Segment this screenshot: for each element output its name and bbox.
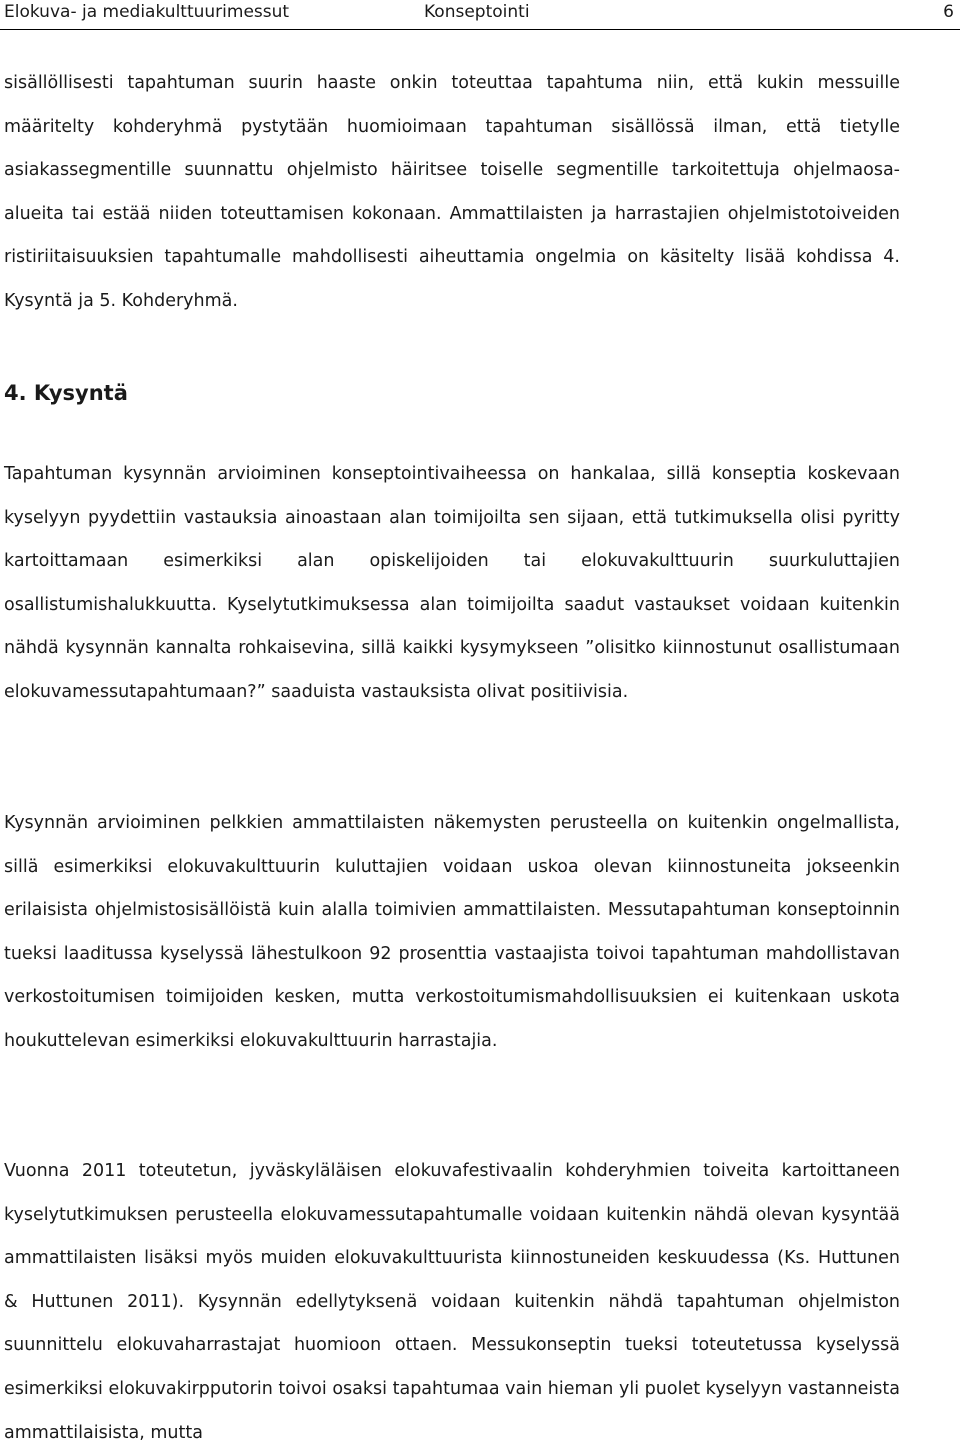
section-paragraph-2: Kysynnän arvioiminen pelkkien ammattilaisten näkemysten perusteella on kuitenkin ongelmallista, sillä esimerkiksi elokuvakulttuurin kuluttajien voidaan uskoa olevan kiinnostuneita jokseenkin erilaisista ohjelmistosisällöistä kuin alalla toimivien ammattilaisten. Messutapahtuman konseptoinnin tueksi laaditussa kyselyssä lähestulkoon 92 prosenttia vastaajista toivoi tapahtuman mahdollistavan verkostoitumisen toimijoiden kesken, mutta verkostoitumismahdollisuuksien ei kuitenkaan uskota houkuttelevan esimerkiksi elokuvakulttuurin harrastajia.: [4, 813, 900, 1051]
page-number: 6: [943, 2, 954, 22]
section-paragraph-1: Tapahtuman kysynnän arvioiminen konseptointivaiheessa on hankalaa, sillä konseptia koskevaan kyselyyn pyydettiin vastauksia ainoastaan alan toimijoilta sen sijaan, että tutkimuksella olisi pyritty kartoittamaan esimerkiksi alan opiskelijoiden tai elokuvakulttuurin suurkuluttajien osallistumishalukkuutta. Kyselytutkimuksessa alan toimijoilta saadut vastaukset voidaan kuitenkin nähdä kysynnän kannalta rohkaisevina, sillä kaikki kysymykseen ”olisitko kiinnostunut osallistumaan elokuvamessutapahtumaan?” saaduista vastauksista olivat positiivisia.: [4, 464, 900, 702]
header-document-title: Elokuva- ja mediakulttuurimessut: [4, 2, 290, 22]
intro-paragraph: sisällöllisesti tapahtuman suurin haaste onkin toteuttaa tapahtuma niin, että kukin messuille määritelty kohderyhmä pystytään huomioimaan tapahtuman sisällössä ilman, että tietylle asiakassegmentille suunnattu ohjelmisto häiritsee toiselle segmentille tarkoitettuja ohjelmaosa-alueita tai estää niiden toteuttamisen kokonaan. Ammattilaisten ja harrastajien ohjelmistotoiveiden ristiriitaisuuksien tapahtumalle mahdollisesti aiheuttamia ongelmia on käsitelty lisää kohdissa 4. Kysyntä ja 5. Kohderyhmä.: [4, 73, 900, 311]
header-chapter-title: Konseptointi: [424, 2, 530, 22]
section-paragraph-3: Vuonna 2011 toteutetun, jyväskyläläisen elokuvafestivaalin kohderyhmien toiveita kartoittaneen kyselytutkimuksen perusteella elokuvamessutapahtumalle voidaan kuitenkin nähdä olevan kysyntää ammattilaisten lisäksi myös muiden elokuvakulttuurista kiinnostuneiden keskuudessa (Ks. Huttunen & Huttunen 2011). Kysynnän edellytyksenä voidaan kuitenkin nähdä tapahtuman ohjelmiston suunnittelu elokuvaharrastajat huomioon ottaen. Messukonseptin tueksi toteutetussa kyselyssä esimerkiksi elokuvakirpputorin toivoi osaksi tapahtumaa vain hieman yli puolet kyselyyn vastanneista ammattilaisista, mutta: [4, 1161, 900, 1443]
section-heading: 4. Kysyntä: [4, 381, 128, 405]
page-header: [0, 0, 960, 30]
